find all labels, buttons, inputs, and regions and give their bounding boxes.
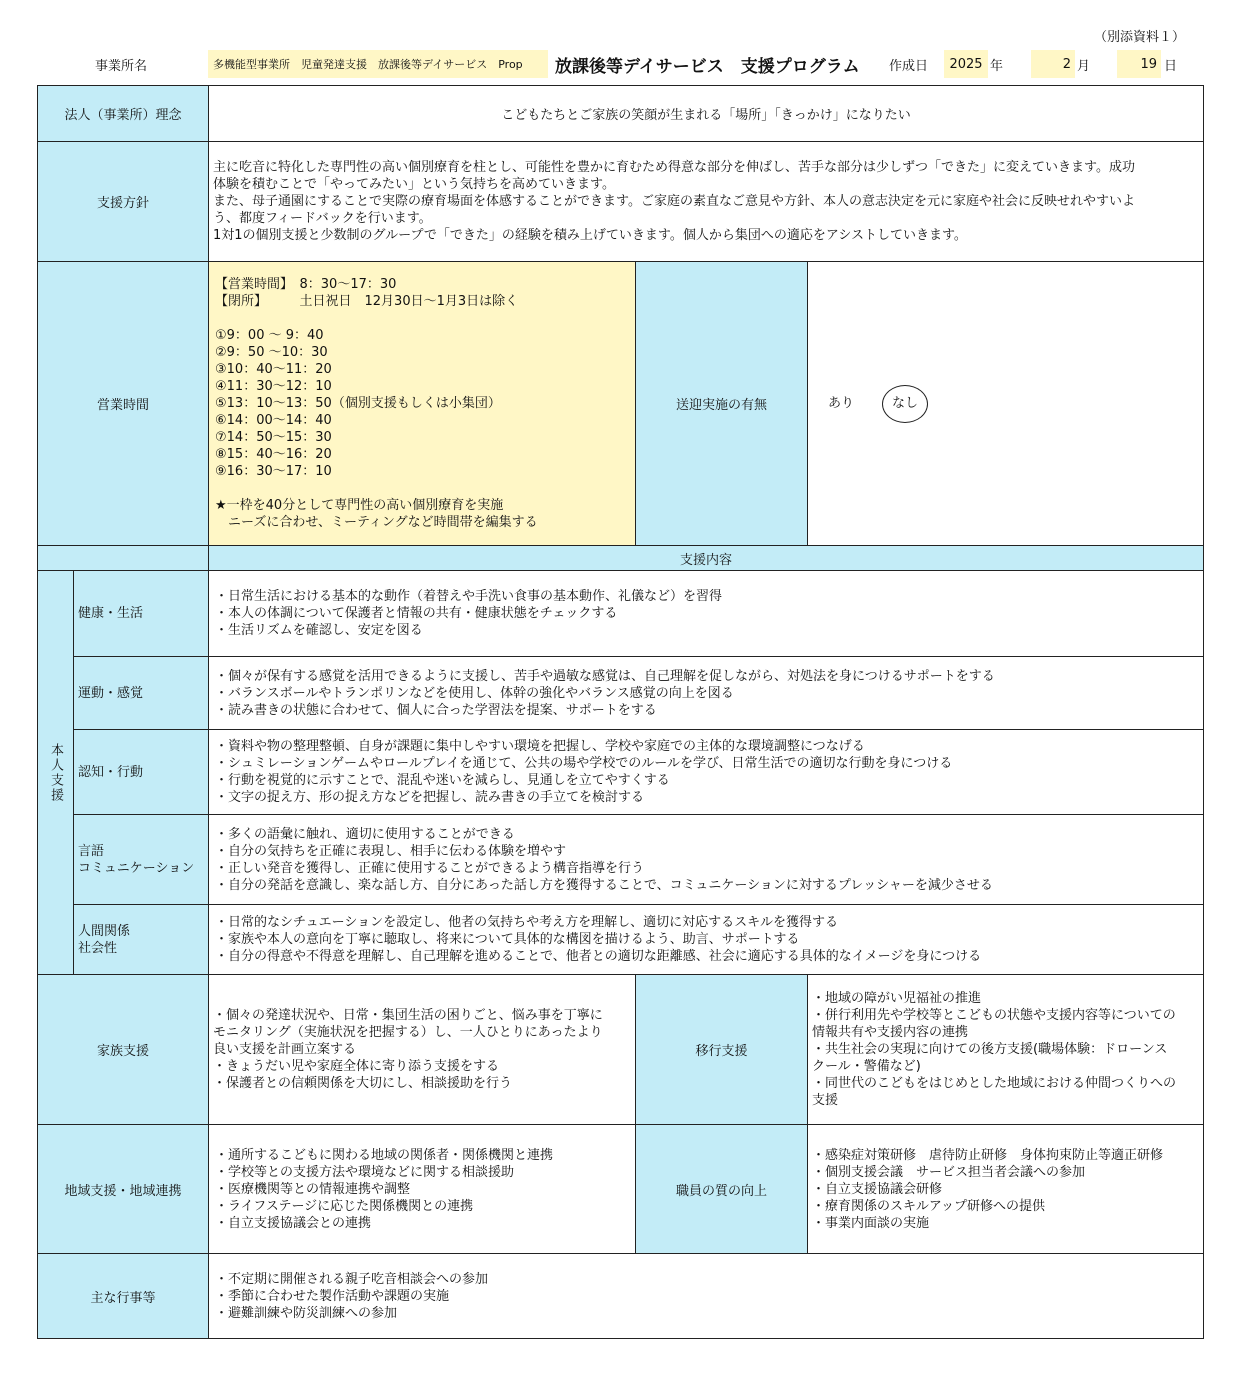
content-line: ・本人の体調について保護者と情報の共有・健康状態をチェックする	[215, 606, 618, 621]
hours-line: ①9：00 〜 9：40	[215, 328, 324, 343]
personal-support-row-label: 言語 コミュニケーション	[73, 814, 209, 905]
personal-support-row-label: 健康・生活	[73, 570, 209, 657]
community-support-content	[208, 1124, 636, 1254]
policy-text	[208, 141, 1204, 262]
hours-line	[215, 480, 629, 497]
content-line: 情報共有や支援内容の連携	[812, 1025, 969, 1040]
personal-support-row-label: 人間関係 社会性	[73, 904, 209, 975]
content-line: ・自分の発話を意識し、楽な話し方、自分にあった話し方を獲得することで、コミュニケーションに対するプレッシャーを減少させる	[215, 877, 993, 893]
content-line: ・シュミレーションゲームやロールプレイを通じて、公共の場や学校でのルールを学び、日常生活での適切な行動を身につける	[215, 756, 953, 771]
hours-line: ⑧15：40〜16：20	[215, 447, 332, 462]
content-line: ・療育関係のスキルアップ研修への提供	[812, 1198, 1045, 1214]
hours-line: ニーズに合わせ、ミーティングなど時間帯を編集する	[215, 515, 538, 530]
policy-line: 1対1の個別支援と少数制のグループで「できた」の経験を積み上げていきます。個人から集団への適応をアシストしていきます。	[213, 228, 967, 243]
content-line: ・行動を視覚的に示すことで、混乱や迷いを減らし、見通しを立てやすくする	[215, 773, 670, 788]
personal-support-row-content	[208, 814, 1204, 905]
personal-support-row-label: 認知・行動	[73, 729, 209, 815]
philosophy-text: こどもたちとご家族の笑顔が生まれる「場所」「きっかけ」になりたい	[208, 85, 1204, 142]
personal-support-row-content	[208, 729, 1204, 815]
transition-support-content	[807, 974, 1204, 1125]
transition-support-label: 移行支援	[635, 974, 808, 1125]
hours-line	[215, 310, 629, 327]
content-line: ・併行利用先や学校等とこどもの状態や支援内容等についての	[812, 1008, 1176, 1023]
hours-line: ⑥14：00〜14：40	[215, 413, 332, 428]
staff-quality-content	[807, 1124, 1204, 1254]
content-line: ・正しい発音を獲得し、正確に使用することができるよう構音指導を行う	[215, 860, 645, 876]
policy-line: 主に吃音に特化した専門性の高い個別療育を柱とし、可能性を豊かに育むため得意な部分を伸ばし、苦手な部分は少しずつ「できた」に変えていきます。成功	[213, 160, 1135, 175]
content-line: ・個々が保有する感覚を活用できるように支援し、苦手や過敏な感覚は、自己理解を促しながら、対処法を身につけるサポートをする	[215, 668, 995, 684]
content-line: ・自分の気持ちを正確に表現し、相手に伝わる体験を増やす	[215, 843, 567, 859]
policy-line: う、都度フィードバックを行います。	[213, 211, 432, 226]
personal-support-row-label: 運動・感覚	[73, 656, 209, 730]
hours-line: ★一枠を40分として専門性の高い個別療育を実施	[215, 498, 504, 513]
personal-support-row-content	[208, 904, 1204, 975]
content-line: ・学校等との支援方法や環境などに関する相談援助	[215, 1164, 515, 1180]
hours-detail	[208, 261, 636, 546]
content-line: ・家族や本人の意向を丁寧に聴取し、将来について具体的な構図を描けるよう、助言、サポートする	[215, 932, 800, 947]
hours-line: ⑦14：50〜15：30	[215, 430, 332, 445]
year-unit: 年	[990, 58, 1004, 74]
content-line: モニタリング（実施状況を把握する）し、一人ひとりにあったより	[213, 1025, 603, 1040]
content-line: ・文字の捉え方、形の捉え方などを把握し、読み書きの手立てを検討する	[215, 790, 645, 805]
content-line: クール・警備など)	[812, 1059, 921, 1074]
content-line: ・共生社会の実現に向けての後方支援(職場体験：ドローンス	[812, 1042, 1168, 1057]
content-line: ・不定期に開催される親子吃音相談会への参加	[215, 1271, 489, 1287]
content-line: ・保護者との信頼関係を大切にし、相談援助を行う	[213, 1076, 513, 1091]
office-name: 多機能型事業所 児童発達支援 放課後等デイサービス Prop	[208, 50, 548, 78]
content-line: 支援	[812, 1093, 839, 1108]
hours-line: 【閉所】 土日祝日 12月30日〜1月3日は除く	[215, 294, 519, 309]
support-program-table	[37, 85, 1204, 1339]
content-line: ・個々の発達状況や、日常・集団生活の困りごと、悩み事を丁寧に	[213, 1008, 603, 1023]
hours-label: 営業時間	[37, 261, 209, 546]
hours-line: ⑨16：30〜17：10	[215, 464, 332, 479]
content-line: ・資料や物の整理整頓、自身が課題に集中しやすい環境を把握し、学校や家庭での主体的な環境調整につなげる	[215, 739, 865, 754]
hours-line: ③10：40〜11：20	[215, 362, 332, 377]
community-support-label: 地域支援・地域連携	[37, 1124, 209, 1254]
content-line: ・事業内面談の実施	[812, 1215, 930, 1231]
content-line: ・医療機関等との情報連携や調整	[215, 1181, 411, 1197]
personal-support-row-content	[208, 656, 1204, 730]
content-line: 良い支援を計画立案する	[213, 1042, 357, 1057]
content-line: ・個別支援会議 サービス担当者会議への参加	[812, 1164, 1086, 1180]
support-content-header-left	[37, 545, 209, 571]
content-line: ・日常的なシチュエーションを設定し、他者の気持ちや考え方を理解し、適切に対応するスキルを獲得する	[215, 915, 838, 930]
personal-support-label: 本人支援	[37, 570, 74, 975]
hours-line: ②9：50 〜10：30	[215, 345, 328, 360]
month-unit: 月	[1077, 58, 1091, 74]
content-line: ・通所するこどもに関わる地域の関係者・関係機関と連携	[215, 1147, 554, 1163]
created-year: 2025	[944, 50, 988, 78]
created-date-label: 作成日	[889, 58, 929, 74]
hours-line: ⑤13：10〜13：50（個別支援もしくは小集団）	[215, 396, 501, 411]
transport-no-circled: なし	[882, 385, 928, 423]
created-day: 19	[1117, 50, 1161, 78]
content-line: ・読み書きの状態に合わせて、個人に合った学習法を提案、サポートをする	[215, 702, 657, 718]
content-line: ・きょうだい児や家庭全体に寄り添う支援をする	[213, 1059, 500, 1074]
staff-quality-label: 職員の質の向上	[635, 1124, 808, 1254]
content-line: ・感染症対策研修 虐待防止研修 身体拘束防止等適正研修	[812, 1147, 1164, 1163]
support-content-header: 支援内容	[208, 545, 1204, 571]
content-line: ・同世代のこどもをはじめとした地域における仲間つくりへの	[812, 1076, 1177, 1091]
family-support-label: 家族支援	[37, 974, 209, 1125]
content-line: ・ライフステージに応じた関係機関との連携	[215, 1198, 474, 1214]
content-line: ・日常生活における基本的な動作（着替えや手洗い食事の基本動作、礼儀など）を習得	[215, 589, 723, 604]
day-unit: 日	[1164, 58, 1178, 74]
content-line: ・地域の障がい児福祉の推進	[812, 991, 982, 1006]
page-title: 放課後等デイサービス 支援プログラム	[555, 56, 860, 77]
content-line: ・自立支援協議会との連携	[215, 1215, 372, 1231]
content-line: ・生活リズムを確認し、安定を図る	[215, 623, 423, 638]
content-line: ・自分の得意や不得意を理解し、自己理解を進めることで、他者との適切な距離感、社会に適応する具体的なイメージを身につける	[215, 949, 982, 964]
transport-yes: あり	[828, 396, 855, 411]
hours-line: ④11：30〜12：10	[215, 379, 332, 394]
content-line: ・多くの語彙に触れ、適切に使用することができる	[215, 826, 515, 842]
transport-label: 送迎実施の有無	[635, 261, 808, 546]
personal-support-row-content	[208, 570, 1204, 657]
created-month: 2	[1031, 50, 1075, 78]
policy-line: また、母子通園にすることで実際の療育場面を体感することができます。ご家庭の素直なご意見や方針、本人の意志決定を元に家庭や社会に反映せれやすいよ	[213, 194, 1135, 209]
events-content	[208, 1253, 1204, 1339]
content-line: ・バランスボールやトランポリンなどを使用し、体幹の強化やバランス感覚の向上を図る	[215, 685, 734, 701]
office-name-label: 事業所名	[95, 58, 148, 74]
transport-options	[807, 261, 1204, 546]
content-line: ・季節に合わせた製作活動や課題の実施	[215, 1288, 450, 1304]
content-line: ・自立支援協議会研修	[812, 1181, 943, 1197]
hours-line: 【営業時間】 8：30〜17：30	[215, 277, 397, 292]
attachment-note: （別添資料１）	[1094, 30, 1186, 45]
policy-label: 支援方針	[37, 141, 209, 262]
policy-line: 体験を積むことで「やってみたい」という気持ちを高めていきます。	[213, 177, 615, 192]
content-line: ・避難訓練や防災訓練への参加	[215, 1305, 398, 1321]
philosophy-label: 法人（事業所）理念	[37, 85, 209, 142]
family-support-content	[208, 974, 636, 1125]
events-label: 主な行事等	[37, 1253, 209, 1339]
